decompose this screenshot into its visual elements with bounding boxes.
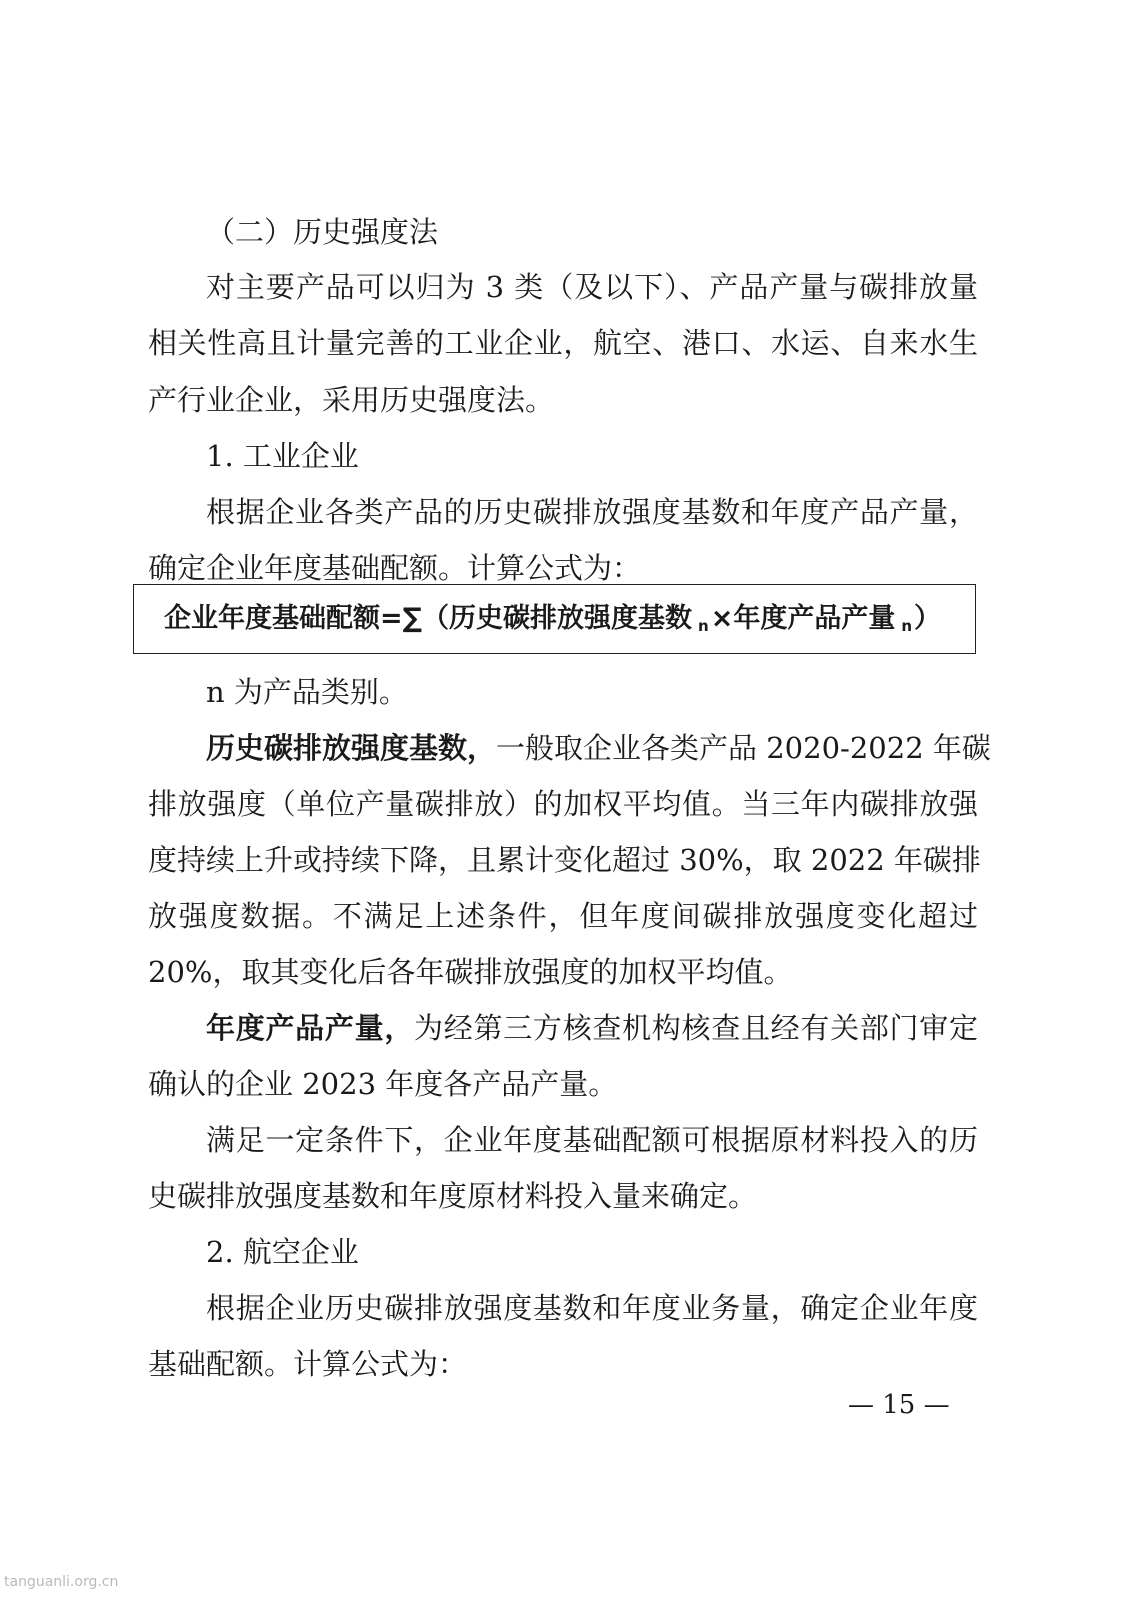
formula-box (133, 584, 976, 654)
paragraph-3-line-1 (206, 728, 991, 768)
paragraph-4-line-2: 确认的企业 2023 年度各产品产量。 (148, 1067, 618, 1101)
paragraph-5-line-2: 史碳排放强度基数和年度原材料投入量来确定。 (148, 1179, 758, 1213)
paragraph-2-line-2: 确定企业年度基础配额。计算公式为： (148, 551, 642, 585)
watermark: tanguanli.org.cn (4, 1574, 119, 1590)
formula (164, 599, 941, 646)
term-historical-intensity: 历史碳排放强度基数， (206, 731, 497, 765)
paragraph-4-line-1 (206, 1008, 978, 1048)
section-heading: （二）历史强度法 (206, 215, 439, 249)
formula-part-3: ） (914, 603, 942, 634)
paragraph-4-line-1-text: 为经第三方核查机构核查且经有关部门审定 (414, 1011, 978, 1045)
formula-subscript-2: n (901, 617, 913, 635)
formula-part-2: ×年度产品产量 (710, 603, 896, 634)
paragraph-6-line-2: 基础配额。计算公式为： (148, 1347, 468, 1381)
paragraph-1-line-1: 对主要产品可以归为 3 类（及以下）、产品产量与碳排放量 (206, 270, 978, 304)
formula-part-1: 企业年度基础配额=∑（历史碳排放强度基数 (164, 603, 693, 634)
paragraph-6-line-1: 根据企业历史碳排放强度基数和年度业务量，确定企业年度 (206, 1291, 978, 1325)
paragraph-1-line-3: 产行业企业，采用历史强度法。 (148, 383, 555, 417)
n-definition: n 为产品类别。 (206, 675, 408, 709)
paragraph-5-line-1: 满足一定条件下，企业年度基础配额可根据原材料投入的历 (206, 1123, 978, 1157)
paragraph-2-line-1: 根据企业各类产品的历史碳排放强度基数和年度产品产量， (206, 495, 978, 529)
paragraph-3-line-3: 度持续上升或持续下降，且累计变化超过 30%，取 2022 年碳排 (148, 843, 981, 877)
subsection-title-industrial: 1. 工业企业 (206, 439, 359, 473)
paragraph-3-line-2: 排放强度（单位产量碳排放）的加权平均值。当三年内碳排放强 (148, 787, 978, 821)
formula-subscript-1: n (698, 617, 709, 635)
page-number: — 15 — (848, 1390, 950, 1420)
paragraph-3-line-1-text: 一般取企业各类产品 2020-2022 年碳 (496, 731, 991, 765)
paragraph-3-line-5: 20%，取其变化后各年碳排放强度的加权平均值。 (148, 955, 793, 989)
subsection-title-aviation: 2. 航空企业 (206, 1235, 359, 1269)
term-annual-output: 年度产品产量， (206, 1011, 415, 1045)
paragraph-3-line-4: 放强度数据。不满足上述条件，但年度间碳排放强度变化超过 (148, 899, 978, 933)
paragraph-1-line-2: 相关性高且计量完善的工业企业，航空、港口、水运、自来水生 (148, 326, 978, 360)
